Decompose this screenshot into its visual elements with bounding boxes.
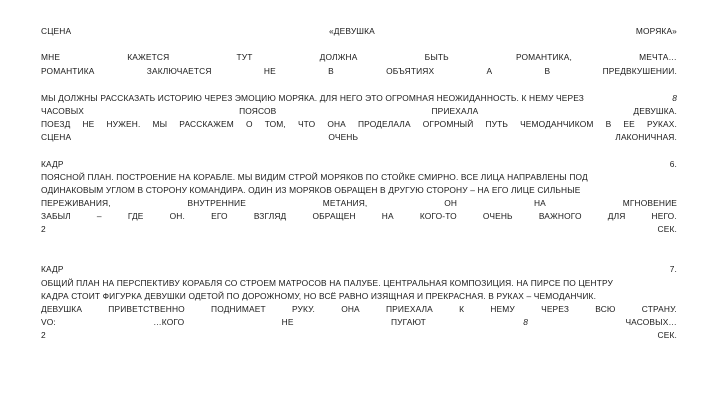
- word: ДОЛЖНА: [319, 52, 358, 62]
- word: ПОЕЗД: [41, 119, 71, 129]
- frame6-line-3: [41, 198, 677, 208]
- word: ВНУТРЕННИЕ: [187, 198, 246, 208]
- word: ПОЯСОВ: [239, 106, 277, 116]
- word: ЗАБЫЛ: [41, 211, 71, 221]
- word: ОН: [444, 198, 458, 208]
- word: ЧАСОВЫХ: [41, 106, 84, 116]
- word: ПЕРЕЖИВАНИЯ,: [41, 198, 111, 208]
- frame-number: 6.: [669, 159, 677, 169]
- word: ПРИЕХАЛА: [431, 106, 479, 116]
- word: НЕГО.: [651, 211, 677, 221]
- word: В: [328, 66, 334, 76]
- word: ОЧЕНЬ: [328, 132, 359, 142]
- word: ВСЮ: [595, 304, 616, 314]
- word: МЕЧТА…: [639, 52, 677, 62]
- word: НА: [381, 211, 394, 221]
- frame-label: КАДР: [41, 159, 64, 169]
- para1-line-1: [41, 93, 677, 103]
- frame6-heading: [41, 159, 677, 169]
- word: ТУТ: [236, 52, 253, 62]
- frame7-line-2: [41, 291, 677, 301]
- word: ОБРАЩЕН: [312, 211, 356, 221]
- word: ДЕВУШКА.: [633, 106, 677, 116]
- frame7-duration: [41, 330, 677, 340]
- word: СТРАНУ.: [641, 304, 677, 314]
- word: В: [605, 119, 612, 129]
- frame7-heading: [41, 264, 677, 274]
- word: К: [459, 304, 465, 314]
- word: НЕ: [281, 317, 294, 327]
- word: МГНОВЕНИЕ: [622, 198, 677, 208]
- word: ОНА: [327, 119, 346, 129]
- word: ЗАКЛЮЧАЕТСЯ: [146, 66, 212, 76]
- word: ОГРОМНЫЙ: [422, 119, 474, 129]
- word: МЫ: [152, 119, 168, 129]
- frame-label: КАДР: [41, 264, 64, 274]
- frame7-text: КАДРА СТОИТ ФИГУРКА ДЕВУШКИ ОДЕТОЙ ПО ДОРОЖНОМУ, НО ВСЁ РАВНО ИЗЯЩНАЯ И ПРЕКРАСНАЯ. В РУКАХ – ЧЕМОДАНЧИК.: [41, 291, 597, 301]
- word: ЧЕМОДАНЧИКОМ: [520, 119, 594, 129]
- header-scene-label: СЦЕНА: [41, 26, 72, 36]
- word: ПОДНИМАЕТ: [211, 304, 266, 314]
- word: РУКАХ.: [646, 119, 677, 129]
- word: –: [96, 211, 102, 221]
- word: ОБЪЯТИЯХ: [386, 66, 435, 76]
- frame6-text: ПОЯСНОЙ ПЛАН. ПОСТРОЕНИЕ НА КОРАБЛЕ. МЫ ВИДИМ СТРОЙ МОРЯКОВ ПО СТОЙКЕ СМИРНО. ВСЕ ЛИЦА НАПРАВЛЕНЫ ПОД: [41, 172, 588, 182]
- word: РОМАНТИКА: [41, 66, 95, 76]
- word: ОН.: [169, 211, 185, 221]
- word: КОГО-ТО: [419, 211, 457, 221]
- word: ВАЖНОГО: [538, 211, 582, 221]
- header-title-right: МОРЯКА»: [635, 26, 677, 36]
- word: РОМАНТИКА,: [515, 52, 572, 62]
- frame6-line-2: [41, 185, 677, 195]
- word: ЧТО: [297, 119, 316, 129]
- word: ЧАСОВЫХ…: [625, 317, 677, 327]
- word: ВЗГЛЯД: [253, 211, 287, 221]
- word: НУЖЕН.: [106, 119, 141, 129]
- duration-value: 2: [41, 330, 46, 340]
- word: НЕМУ: [490, 304, 515, 314]
- word: ЕГО: [211, 211, 228, 221]
- frame7-text: ОБЩИЙ ПЛАН НА ПЕРСПЕКТИВУ КОРАБЛЯ СО СТРОЕМ МАТРОСОВ НА ПАЛУБЕ. ЦЕНТРАЛЬНАЯ КОМПОЗИЦИЯ. НА ПИРСЕ ПО ЦЕНТРУ: [41, 278, 614, 288]
- word: ДЕВУШКА: [41, 304, 83, 314]
- word: ЕЕ: [623, 119, 635, 129]
- para1-line-3: [41, 119, 677, 129]
- frame-number: 7.: [669, 264, 677, 274]
- word: ГДЕ: [127, 211, 144, 221]
- para1-text: МЫ ДОЛЖНЫ РАССКАЗАТЬ ИСТОРИЮ ЧЕРЕЗ ЭМОЦИЮ МОРЯКА. ДЛЯ НЕГО ЭТО ОГРОМНАЯ НЕОЖИДАННОСТЬ. К НЕМУ ЧЕРЕЗ: [41, 93, 584, 103]
- word: А: [486, 66, 493, 76]
- word: ЛАКОНИЧНАЯ.: [615, 132, 677, 142]
- frame6-line-1: [41, 172, 677, 182]
- word: СЦЕНА: [41, 132, 72, 142]
- word: ОЧЕНЬ: [482, 211, 513, 221]
- para1-line-4: [41, 132, 677, 142]
- word: ПРИЕХАЛА: [386, 304, 433, 314]
- intro-line-2: [41, 66, 677, 76]
- frame6-line-4: [41, 211, 677, 221]
- para1-number: 8: [672, 93, 677, 103]
- word: ПУГАЮТ: [390, 317, 426, 327]
- word: ПРИВЕТСТВЕННО: [108, 304, 185, 314]
- frame7-line-1: [41, 278, 677, 288]
- header-title-left: «ДЕВУШКА: [329, 26, 375, 36]
- word: ПУТЬ: [485, 119, 509, 129]
- duration-value: 2: [41, 224, 46, 234]
- word: О: [245, 119, 253, 129]
- intro-line-1: [41, 52, 677, 62]
- frame7-line-3: [41, 304, 677, 314]
- word: БЫТЬ: [424, 52, 449, 62]
- word: ЧЕРЕЗ: [541, 304, 570, 314]
- word: КАЖЕТСЯ: [127, 52, 170, 62]
- duration-unit: СЕК.: [657, 224, 677, 234]
- word: ПРЕДВКУШЕНИИ.: [602, 66, 677, 76]
- word: 8: [523, 317, 529, 327]
- word: …КОГО: [153, 317, 185, 327]
- word: В: [544, 66, 551, 76]
- para1-line-2: [41, 106, 677, 116]
- word: VO:: [41, 317, 56, 327]
- word: НЕ: [82, 119, 95, 129]
- word: МЕТАНИЯ,: [322, 198, 368, 208]
- word: ТОМ,: [264, 119, 286, 129]
- word: РУКУ.: [291, 304, 315, 314]
- frame6-duration: [41, 224, 677, 234]
- word: НА: [533, 198, 546, 208]
- word: МНЕ: [41, 52, 61, 62]
- word: НЕ: [263, 66, 276, 76]
- word: РАССКАЖЕМ: [179, 119, 234, 129]
- word: ОНА: [341, 304, 360, 314]
- word: ДЛЯ: [607, 211, 626, 221]
- frame6-text: ОДИНАКОВЫМ УГЛОМ В СТОРОНУ КОМАНДИРА. ОДИН ИЗ МОРЯКОВ ОБРАЩЕН В ДРУГУЮ СТОРОНУ – НА ЕГО ЛИЦЕ СИЛЬНЫЕ: [41, 185, 581, 195]
- duration-unit: СЕК.: [657, 330, 677, 340]
- frame7-line-4: [41, 317, 677, 327]
- word: ПРОДЕЛАЛА: [357, 119, 411, 129]
